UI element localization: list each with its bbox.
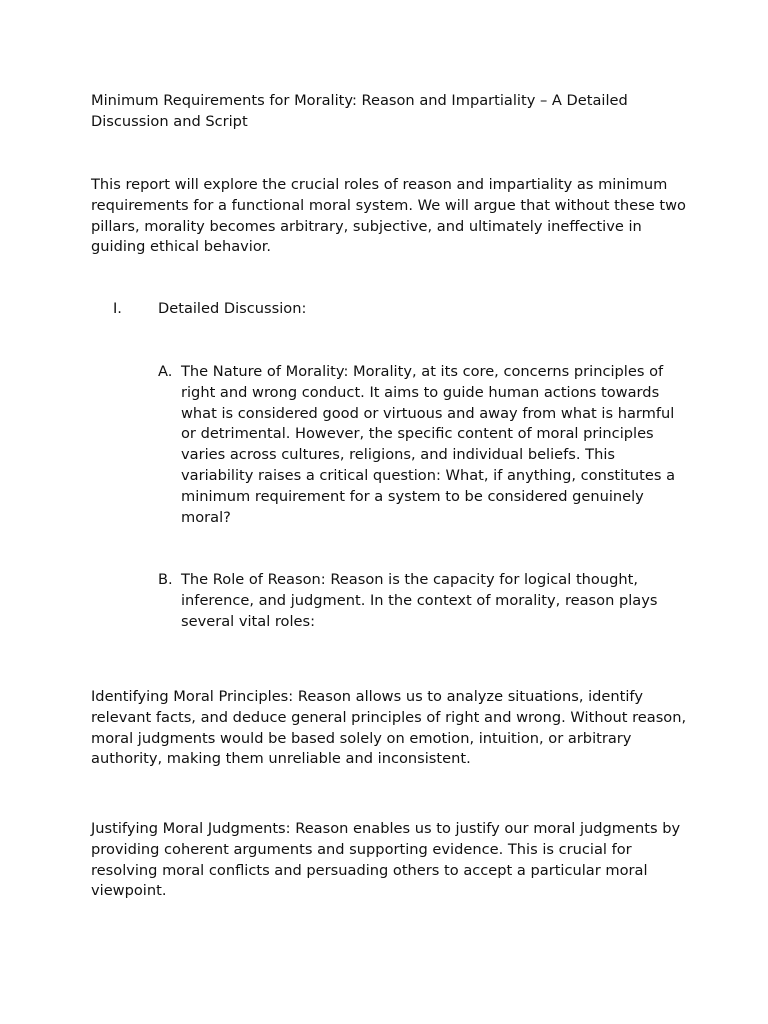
list-item-a-text: The Nature of Morality: Morality, at its core, concerns principles of right and wrong conduct. It aims to guide human actions towards what is considered good or virtuous and away from what is harmful or detrimental. However, the specific content of moral principles varies across cultures, religions, and individual beliefs. This variability raises a critical question: What, if anything, constitutes a minimum requirement for a system to be considered genuinely moral? [181, 363, 676, 526]
document-title: Minimum Requirements for Morality: Reason and Impartiality – A Detailed Discussion and Script [91, 92, 628, 130]
list-item-b-text: The Role of Reason: Reason is the capacity for logical thought, inference, and judgment. In the context of morality, reason plays several vital roles: [181, 571, 658, 630]
intro-paragraph: This report will explore the crucial roles of reason and impartiality as minimum requirements for a functional moral system. We will argue that without these two pillars, morality becomes arbitrary, subjective, and ultimately ineffective in guiding ethical behavior. [91, 176, 686, 256]
section-i-marker: I. [113, 300, 122, 317]
identifying-paragraph: Identifying Moral Principles: Reason allows us to analyze situations, identify relevant facts, and deduce general principles of right and wrong. Without reason, moral judgments would be based solely on emotion, intuition, or arbitrary authority, making them unreliable and inconsistent. [91, 688, 687, 768]
list-item-a-marker: A. [158, 363, 173, 380]
list-item-b-marker: B. [158, 571, 173, 588]
justifying-paragraph: Justifying Moral Judgments: Reason enables us to justify our moral judgments by providing coherent arguments and supporting evidence. This is crucial for resolving moral conflicts and persuading others to accept a particular moral viewpoint. [91, 820, 681, 900]
section-i-heading: Detailed Discussion: [158, 300, 307, 317]
